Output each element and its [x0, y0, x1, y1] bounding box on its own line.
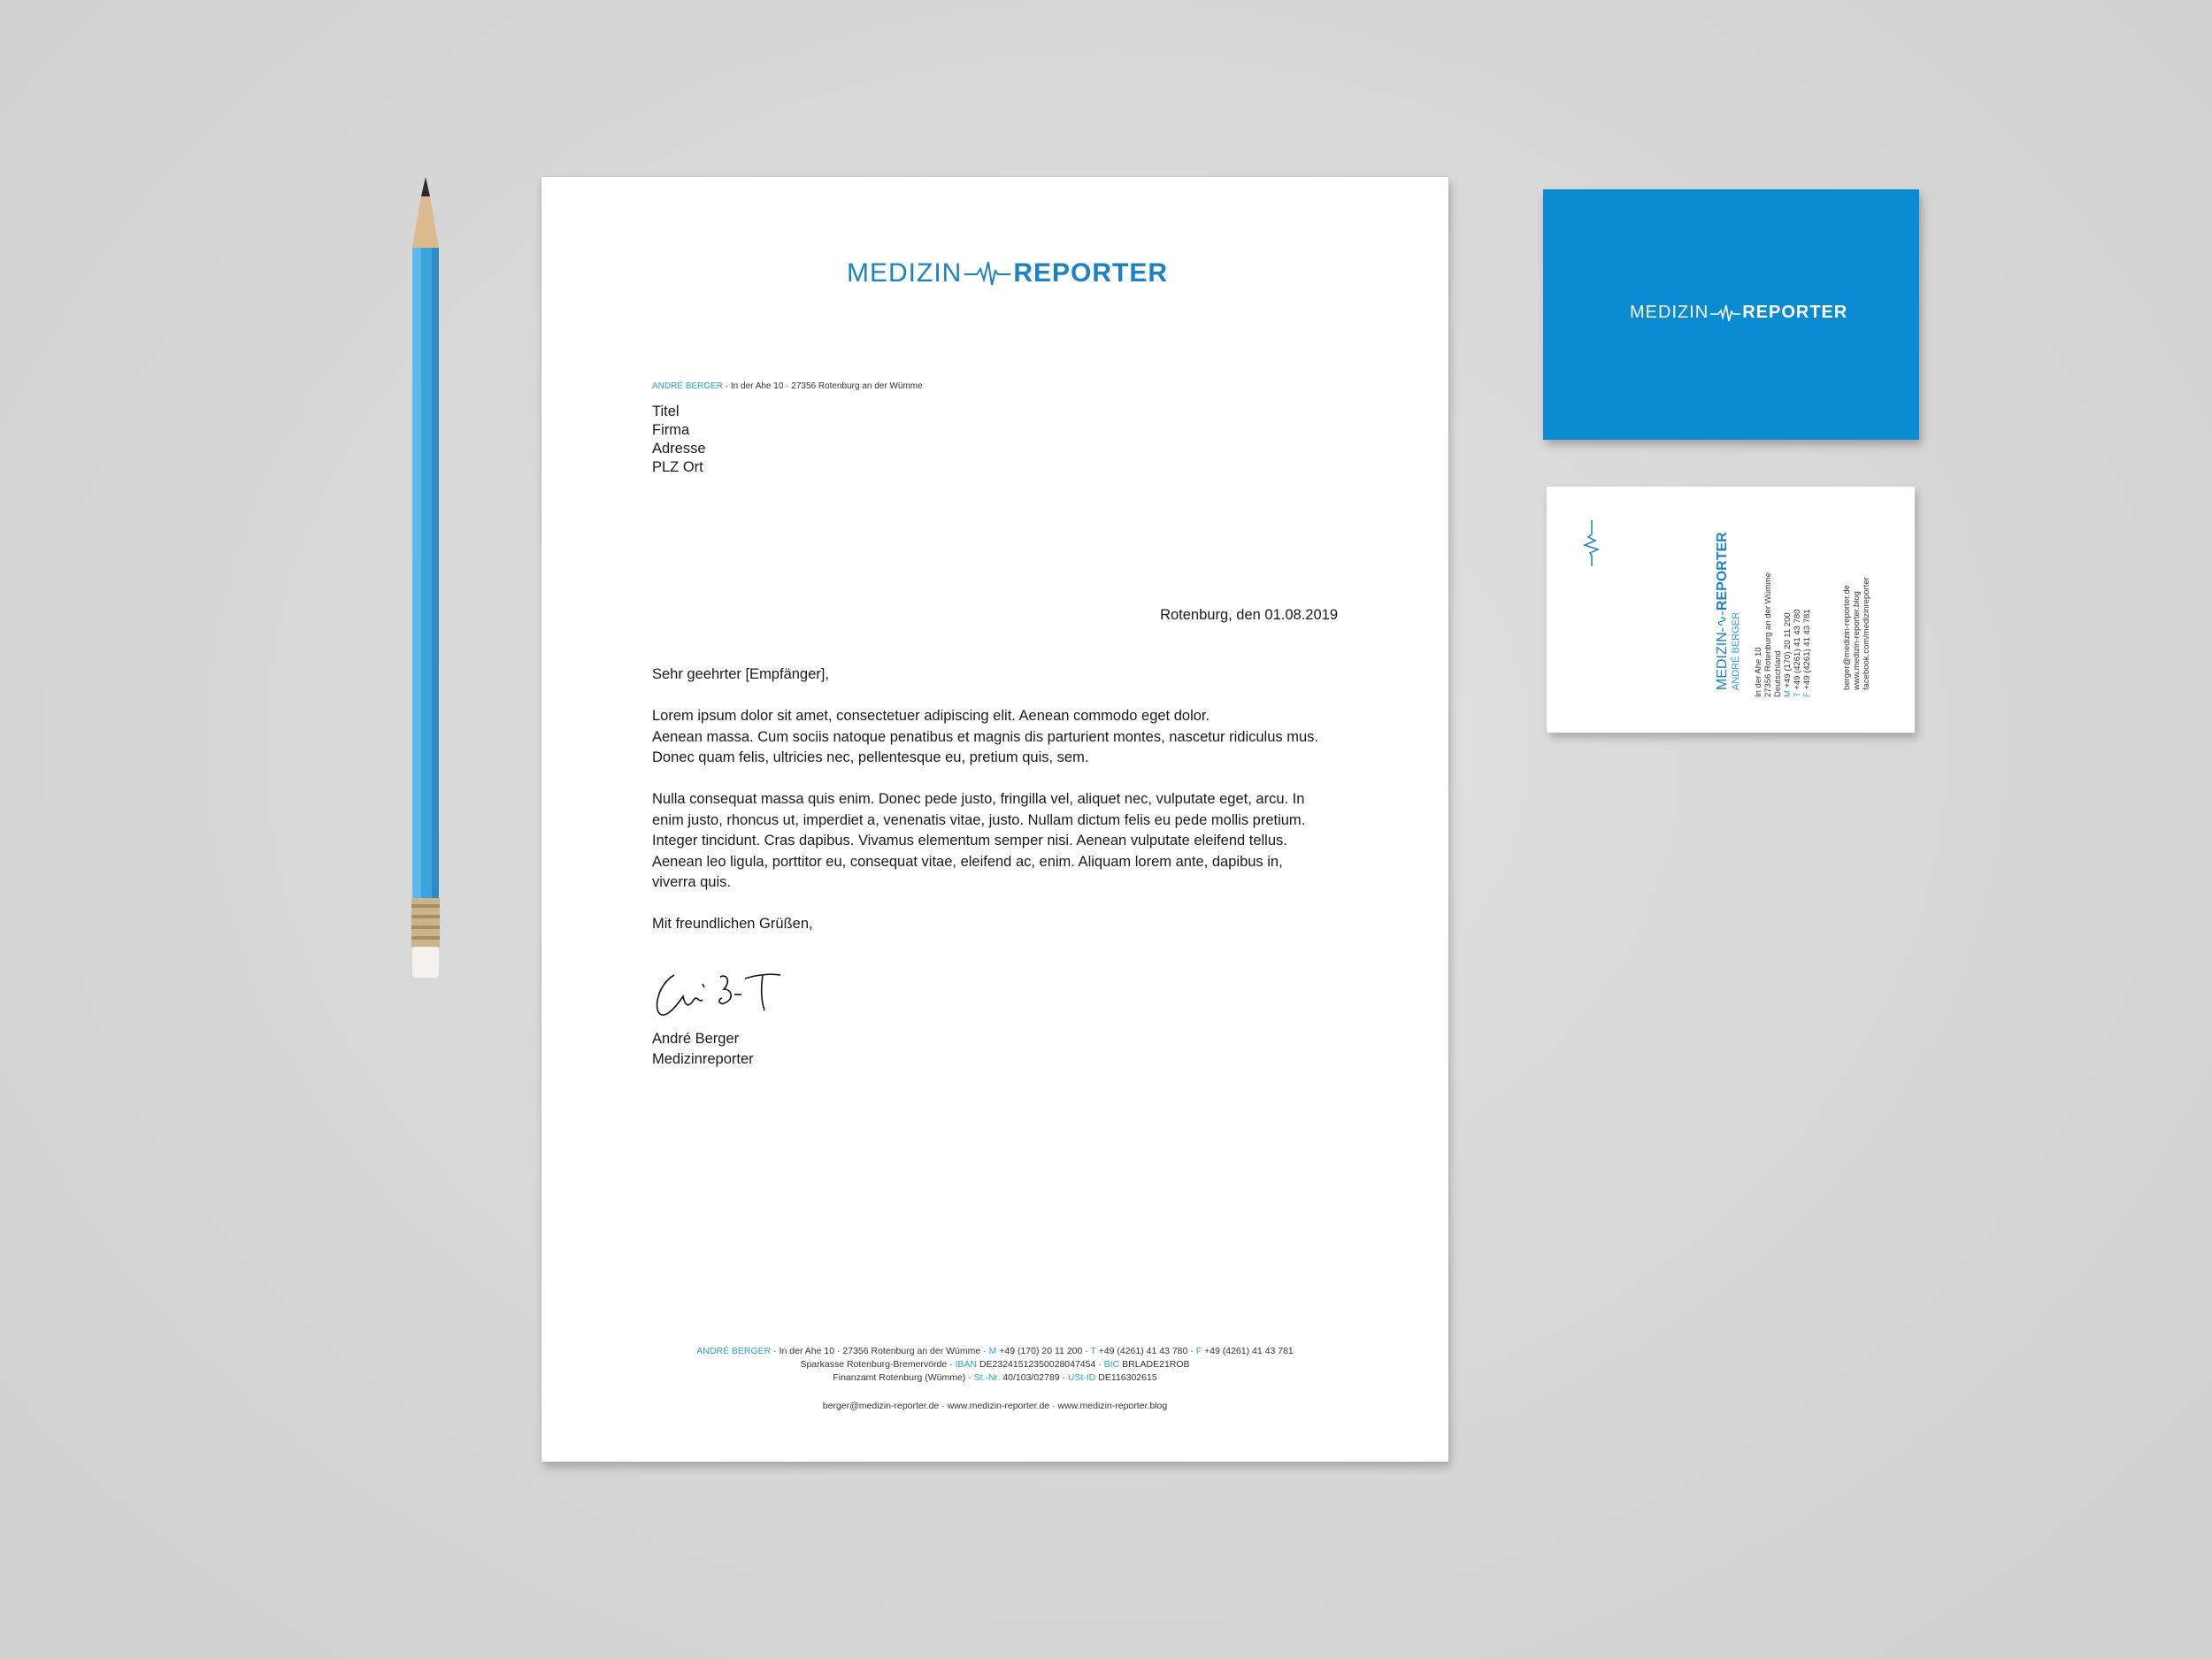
- card-fax-label: F: [1802, 692, 1812, 697]
- footer-taxno: 40/103/02789 ·: [1000, 1372, 1068, 1383]
- sender-name: ANDRÉ BERGER: [652, 381, 724, 391]
- closing: Mit freundlichen Grüßen,: [652, 916, 813, 932]
- footer-phone-label: T: [1090, 1346, 1096, 1356]
- paragraph-1-line: Donec quam felis, ultricies nec, pellentesque eu, pretium quis, sem.: [652, 749, 1089, 765]
- business-card-back: [1547, 487, 1915, 733]
- recipient-address: Adresse: [652, 441, 706, 457]
- footer-vat-label: USt-ID: [1067, 1372, 1096, 1383]
- paragraph-2-line: Nulla consequat massa quis enim. Donec pede justo, fringilla vel, aliquet nec, vulputate eget, arcu. In: [652, 791, 1305, 807]
- recipient-title: Titel: [652, 403, 680, 419]
- letter-date: Rotenburg, den 01.08.2019: [1160, 607, 1338, 623]
- recipient-block: [652, 403, 706, 477]
- sender-line: [652, 381, 923, 391]
- footer-bank-line: [541, 1358, 1448, 1371]
- logo-text-light: MEDIZIN: [847, 258, 963, 288]
- card-email: berger@medizin-reporter.de: [1842, 585, 1852, 690]
- recipient-city: PLZ Ort: [652, 459, 703, 475]
- footer-name: ANDRÉ BERGER: [696, 1346, 772, 1356]
- card-name: ANDRÉ BERGER: [1731, 611, 1741, 690]
- letter-logo: [847, 258, 1168, 288]
- business-card-front: [1543, 189, 1919, 440]
- signature-drawing: [649, 964, 809, 1026]
- footer-bic-label: BIC: [1103, 1359, 1120, 1370]
- footer-taxno-label: St.-Nr.: [973, 1372, 1001, 1383]
- footer-mobile: +49 (170) 20 11 200 ·: [996, 1346, 1091, 1356]
- footer-fax-label: F: [1195, 1346, 1202, 1356]
- footer-tax-office: Finanzamt Rotenburg (Wümme) ·: [833, 1372, 974, 1383]
- card-address-block: [1754, 572, 1812, 697]
- footer-iban: DE23241512350028047454 ·: [977, 1359, 1104, 1370]
- signer-name: André Berger: [652, 1031, 740, 1047]
- pencil-icon: [407, 177, 444, 982]
- card-fax: +49 (4261) 41 43 781: [1802, 609, 1812, 693]
- paragraph-1-line: Aenean massa. Cum sociis natoque penatibus et magnis dis parturient montes, nascetur ridiculus mus.: [652, 728, 1318, 745]
- heartbeat-icon: [1710, 303, 1740, 323]
- heartbeat-icon: -∿-: [1715, 611, 1730, 633]
- card-mobile: +49 (170) 20 11 200: [1783, 612, 1793, 691]
- footer-phone: +49 (4261) 41 43 780 ·: [1095, 1346, 1196, 1356]
- card-logo: [1630, 303, 1847, 323]
- footer-bic: BRLADE21ROB: [1119, 1359, 1190, 1370]
- letter-body: [652, 664, 1342, 935]
- footer-vat: DE116302615: [1095, 1372, 1157, 1383]
- card-blog: www.medizin-reporter.blog: [1852, 591, 1862, 690]
- recipient-company: Firma: [652, 422, 690, 438]
- sender-address: · In der Ahe 10 · 27356 Rotenburg an der Wümme: [723, 381, 923, 391]
- letterhead-page: [541, 177, 1448, 1462]
- letter-footer: [541, 1345, 1448, 1385]
- logo-text-light: MEDIZIN: [1630, 303, 1709, 322]
- card-phone: +49 (4261) 41 43 780: [1793, 609, 1802, 693]
- signer-title: Medizinreporter: [652, 1051, 754, 1067]
- paragraph-2-line: Integer tincidunt. Cras dapibus. Vivamus elementum semper nisi. Aenean vulputate eleifend tellus.: [652, 833, 1287, 849]
- heartbeat-icon: [1582, 520, 1601, 566]
- footer-iban-label: IBAN: [955, 1359, 978, 1370]
- logo-text-bold: REPORTER: [1715, 532, 1730, 611]
- paragraph-1-line: Lorem ipsum dolor sit amet, consectetuer adipiscing elit. Aenean commodo eget dolor.: [652, 708, 1210, 724]
- logo-text-bold: REPORTER: [1013, 258, 1169, 288]
- paragraph-2-line: viverra quis.: [652, 874, 731, 890]
- card-street: In der Ahe 10: [1754, 647, 1763, 697]
- footer-address: · In der Ahe 10 · 27356 Rotenburg an der Wümme ·: [771, 1346, 989, 1356]
- paragraph-2-line: Aenean leo ligula, porttitor eu, consequat vitae, eleifend ac, enim. Aliquam lorem ante, dapibus in,: [652, 853, 1283, 870]
- card-back-logo: [1713, 532, 1741, 690]
- footer-mobile-label: M: [988, 1346, 997, 1356]
- card-country: Deutschland: [1773, 650, 1783, 697]
- footer-bank: Sparkasse Rotenburg-Bremervörde ·: [800, 1359, 956, 1370]
- card-city: 27356 Rotenburg an der Wümme: [1763, 572, 1773, 697]
- logo-text-light: MEDIZIN: [1715, 632, 1730, 690]
- paragraph-2-line: enim justo, rhoncus ut, imperdiet a, venenatis vitae, justo. Nullam dictum felis eu pede mollis pretium.: [652, 811, 1306, 828]
- footer-tax-line: [541, 1371, 1448, 1385]
- card-phone-label: T: [1793, 692, 1802, 697]
- signer-block: [652, 1029, 754, 1070]
- footer-fax: +49 (4261) 41 43 781: [1202, 1346, 1294, 1356]
- card-facebook: facebook.com/medizinreporter: [1862, 577, 1871, 690]
- heartbeat-icon: [964, 260, 1010, 287]
- footer-contact-line: [541, 1345, 1448, 1358]
- card-web-block: [1842, 577, 1871, 690]
- logo-text-bold: REPORTER: [1742, 303, 1848, 322]
- card-mobile-label: M: [1783, 690, 1793, 697]
- footer-web-line: berger@medizin-reporter.de · www.medizin-reporter.de · www.medizin-reporter.blog: [822, 1401, 1168, 1411]
- salutation: Sehr geehrter [Empfänger],: [652, 666, 829, 682]
